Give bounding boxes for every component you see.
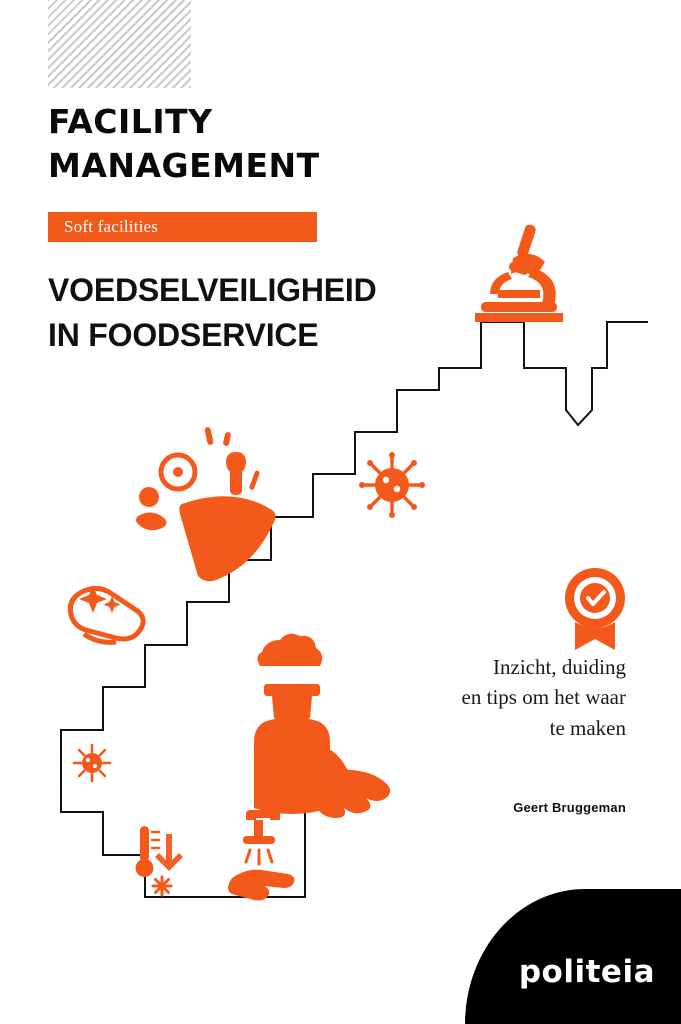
book-subtitle-line2: en tips om het waar [461,685,626,710]
hatched-decoration [48,0,191,88]
series-title-line2: MANAGEMENT [48,145,320,185]
hand-wash-tap-icon [228,810,294,901]
thermometer-snowflake-icon [136,826,184,895]
sandwich-icon [70,588,143,642]
author-name [386,800,626,815]
soft-facilities-badge [48,212,317,242]
series-title-line1: FACILITY [48,102,213,141]
book-subtitle [396,652,626,743]
book-title [48,268,488,358]
virus-icon [359,452,425,518]
author-label: Geert Bruggeman [513,800,626,815]
publisher-name: politeia [518,954,655,990]
book-subtitle-line3: te maken [549,715,626,740]
book-title-line1: VOEDSELVEILIGHEID [48,272,377,308]
quality-seal-icon [565,568,625,650]
food-bowl-icon [136,427,276,582]
sparkle-icon [79,585,121,613]
series-title [48,100,448,187]
publisher-blob [465,889,681,1024]
chef-washing-hands-illustration [254,634,390,818]
small-virus-icon [74,745,110,781]
book-title-line2: IN FOODSERVICE [48,316,319,353]
microscope-icon [475,223,563,322]
book-subtitle-line1: Inzicht, duiding [493,655,626,679]
soft-facilities-badge-label: Soft facilities [64,217,159,236]
